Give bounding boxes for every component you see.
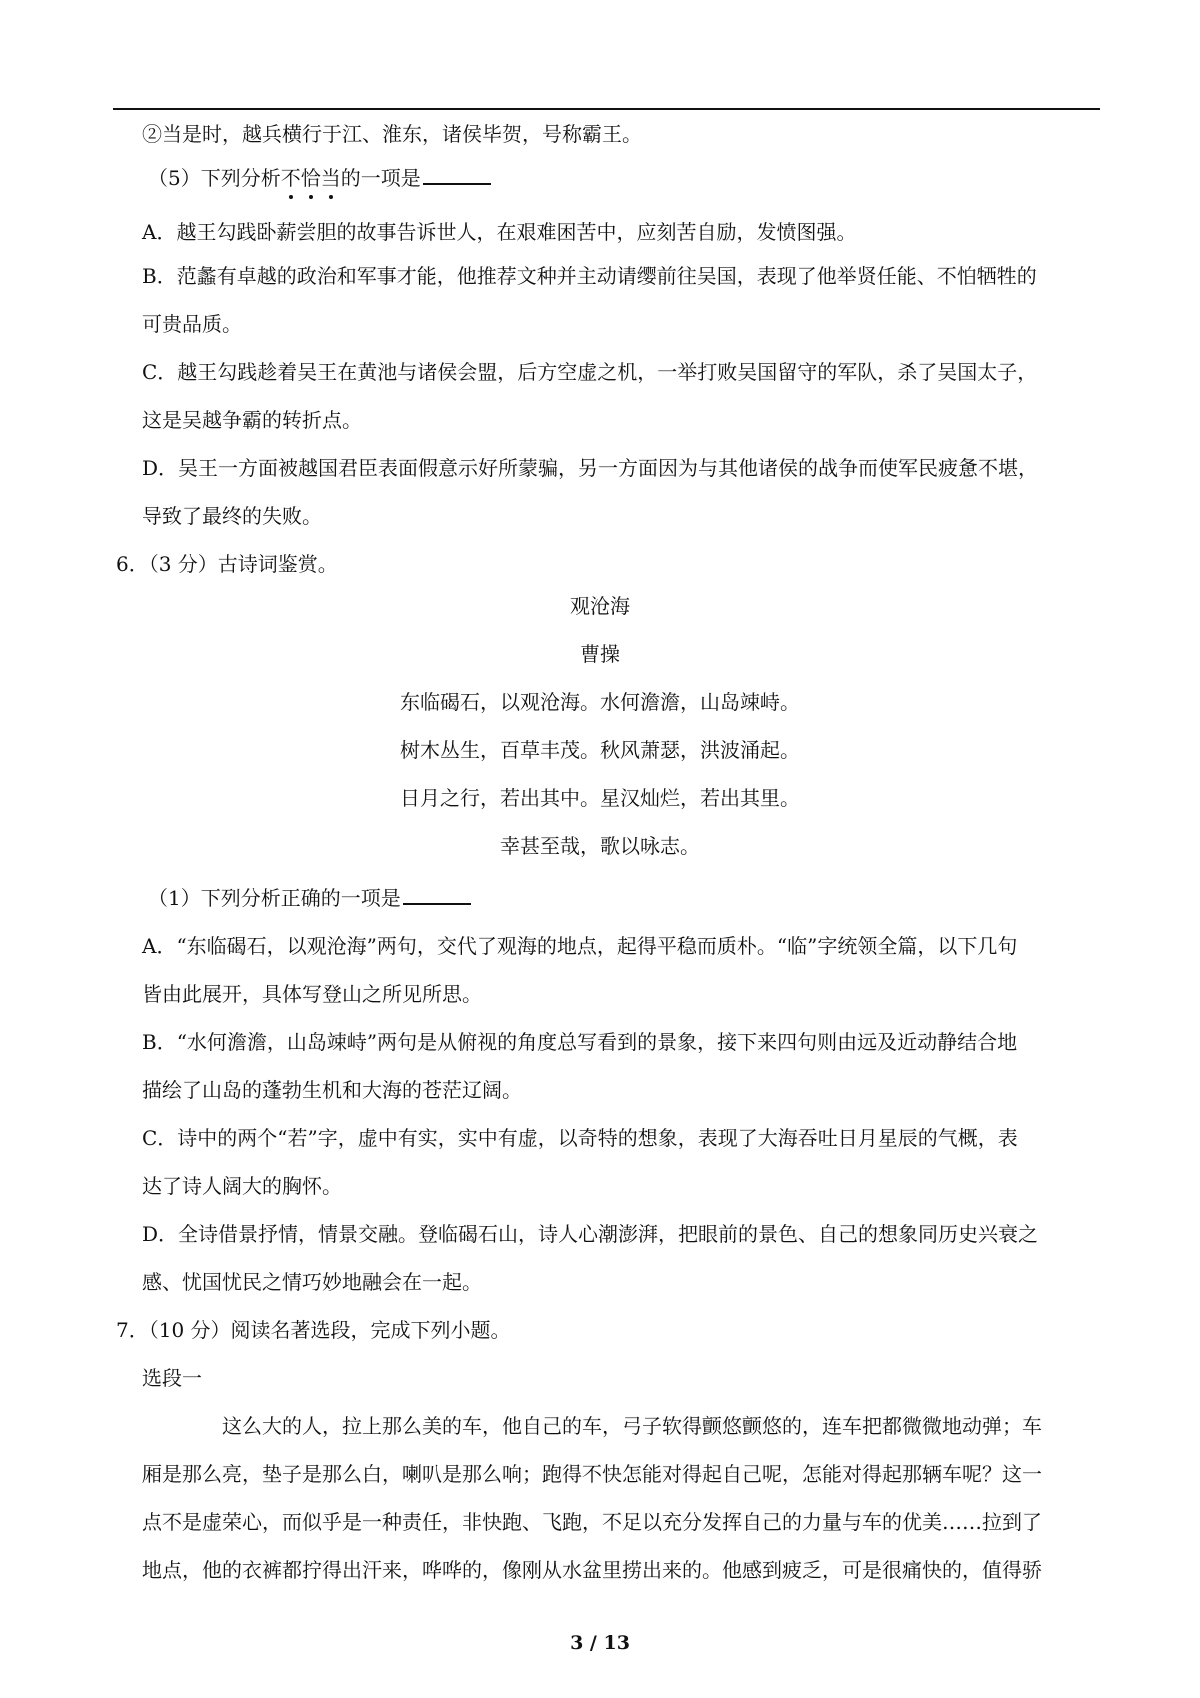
question-7-header: 7．（10 分）阅读名著选段，完成下列小题。 <box>116 1318 511 1342</box>
answer-blank <box>403 885 471 905</box>
option-b: B．范蠡有卓越的政治和军事才能，他推荐文种并主动请缨前往吴国，表现了他举贤任能、不怕牺牲的 <box>142 264 1037 288</box>
option-a-cont: 皆由此展开，具体写登山之所见所思。 <box>142 982 482 1006</box>
option-a: A．“东临碣石，以观沧海”两句，交代了观海的地点，起得平稳而质朴。“临”字统领全篇，以下几句 <box>142 934 1018 958</box>
option-b: B．“水何澹澹，山岛竦峙”两句是从俯视的角度总写看到的景象，接下来四句则由远及近动静结合地 <box>142 1030 1018 1054</box>
poem-line: 树木丛生，百草丰茂。秋风萧瑟，洪波涌起。 <box>400 738 800 762</box>
question-6-header: 6．（3 分）古诗词鉴赏。 <box>116 552 338 576</box>
option-d-cont: 导致了最终的失败。 <box>142 504 322 528</box>
q6-sub-prompt: （1）下列分析正确的一项是 <box>148 872 1098 924</box>
option-c-cont: 达了诗人阔大的胸怀。 <box>142 1174 342 1198</box>
option-d-cont: 感、忧国忧民之情巧妙地融会在一起。 <box>142 1270 482 1294</box>
page-number: 3 / 13 <box>570 1632 630 1654</box>
poem-line: 幸甚至哉，歌以咏志。 <box>500 834 700 858</box>
passage-line: 厢是那么亮，垫子是那么白，喇叭是那么响；跑得不快怎能对得起自己呢，怎能对得起那辆车呢？这一 <box>142 1462 1042 1486</box>
option-a: A．越王勾践卧薪尝胆的故事告诉世人，在艰难困苦中，应刻苦自励，发愤图强。 <box>142 220 857 244</box>
q5-sub-prompt: （5）下列分析不恰当的一项是 <box>148 152 1098 204</box>
poem-line: 东临碣石，以观沧海。水何澹澹，山岛竦峙。 <box>400 690 800 714</box>
option-c: C．诗中的两个“若”字，虚中有实，实中有虚，以奇特的想象，表现了大海吞吐日月星辰的气概，表 <box>142 1126 1018 1150</box>
passage-line: 点不是虚荣心，而似乎是一种责任，非快跑、飞跑，不足以充分发挥自己的力量与车的优美……拉到了 <box>142 1510 1042 1534</box>
poem-line: 日月之行，若出其中。星汉灿烂，若出其里。 <box>400 786 800 810</box>
option-b-cont: 可贵品质。 <box>142 312 242 336</box>
section-label: 选段一 <box>142 1366 202 1390</box>
answer-blank <box>423 165 491 185</box>
passage-line: 这么大的人，拉上那么美的车，他自己的车，弓子软得颤悠颤悠的，连车把都微微地动弹；车 <box>222 1414 1042 1438</box>
option-d: D．全诗借景抒情，情景交融。登临碣石山，诗人心潮澎湃，把眼前的景色、自己的想象同历史兴衰之 <box>142 1222 1039 1246</box>
option-c-cont: 这是吴越争霸的转折点。 <box>142 408 362 432</box>
option-b-cont: 描绘了山岛的蓬勃生机和大海的苍茫辽阔。 <box>142 1078 522 1102</box>
option-d: D．吴王一方面被越国君臣表面假意示好所蒙骗，另一方面因为与其他诸侯的战争而使军民疲惫不堪， <box>142 456 1039 480</box>
poem-author: 曹操 <box>580 642 620 666</box>
passage-line: 地点，他的衣裤都拧得出汗来，哗哗的，像刚从水盆里捞出来的。他感到疲乏，可是很痛快的，值得骄 <box>142 1558 1042 1582</box>
option-c: C．越王勾践趁着吴王在黄池与诸侯会盟，后方空虚之机，一举打败吴国留守的军队，杀了吴国太子， <box>142 360 1038 384</box>
poem-title: 观沧海 <box>570 594 630 618</box>
source-text-line: ②当是时，越兵横行于江、淮东，诸侯毕贺，号称霸王。 <box>142 122 642 146</box>
